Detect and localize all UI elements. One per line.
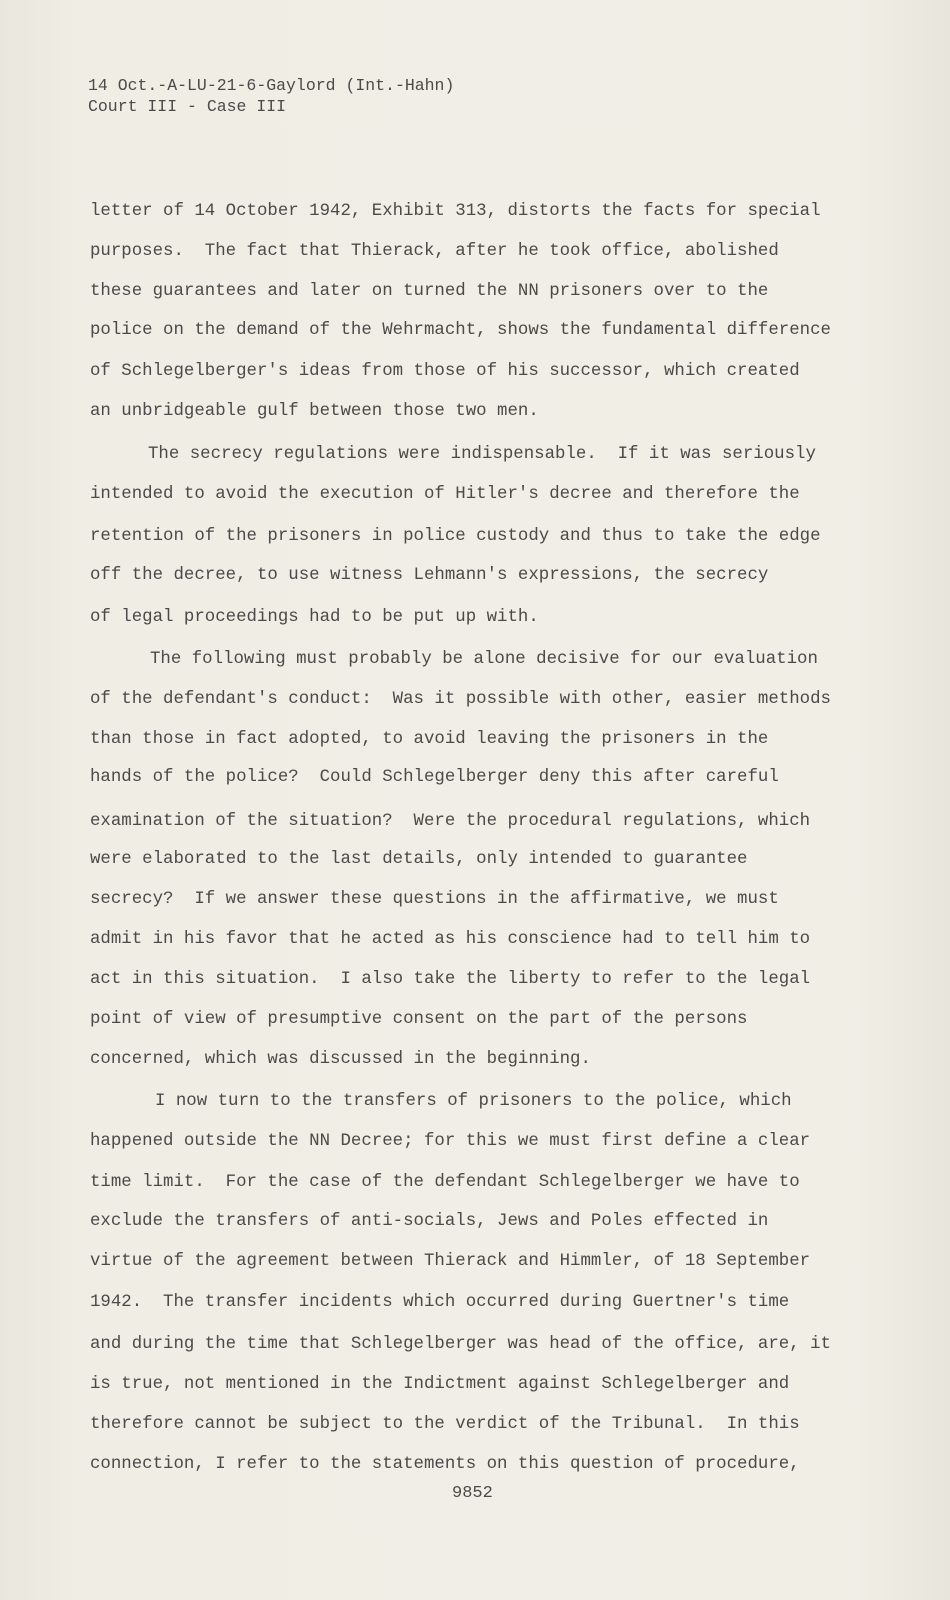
- text-line: secrecy? If we answer these questions in the affirmative, we must: [90, 890, 779, 909]
- text-line: purposes. The fact that Thierack, after he took office, abolished: [90, 242, 779, 261]
- paragraph-start: The following must probably be alone decisive for our evaluation: [150, 650, 818, 669]
- text-line: were elaborated to the last details, only intended to guarantee: [90, 850, 748, 869]
- paragraph-start: I now turn to the transfers of prisoners to the police, which: [155, 1092, 792, 1111]
- text-line: is true, not mentioned in the Indictment against Schlegelberger and: [90, 1375, 790, 1394]
- text-line: of Schlegelberger's ideas from those of his successor, which created: [90, 362, 800, 381]
- text-line: letter of 14 October 1942, Exhibit 313, distorts the facts for special: [90, 202, 821, 221]
- text-line: 1942. The transfer incidents which occurred during Guertner's time: [90, 1293, 790, 1312]
- text-line: examination of the situation? Were the procedural regulations, which: [90, 812, 811, 831]
- text-line: hands of the police? Could Schlegelberger deny this after careful: [90, 768, 779, 787]
- text-line: than those in fact adopted, to avoid leaving the prisoners in the: [90, 730, 769, 749]
- header-line-1: 14 Oct.-A-LU-21-6-Gaylord (Int.-Hahn): [88, 76, 455, 95]
- text-line: virtue of the agreement between Thierack and Himmler, of 18 September: [90, 1252, 811, 1271]
- text-line: happened outside the NN Decree; for this we must first define a clear: [90, 1132, 811, 1151]
- text-line: an unbridgeable gulf between those two men.: [90, 402, 539, 421]
- text-line: off the decree, to use witness Lehmann's expressions, the secrecy: [90, 566, 769, 585]
- text-line: exclude the transfers of anti-socials, Jews and Poles effected in: [90, 1212, 769, 1231]
- text-line: point of view of presumptive consent on the part of the persons: [90, 1010, 748, 1029]
- text-line: and during the time that Schlegelberger was head of the office, are, it: [90, 1335, 831, 1354]
- text-line: act in this situation. I also take the liberty to refer to the legal: [90, 970, 811, 989]
- text-line: intended to avoid the execution of Hitler's decree and therefore the: [90, 485, 800, 504]
- page-number: 9852: [452, 1484, 493, 1503]
- text-line: concerned, which was discussed in the beginning.: [90, 1050, 591, 1069]
- text-line: these guarantees and later on turned the NN prisoners over to the: [90, 282, 769, 301]
- header-line-2: Court III - Case III: [88, 97, 287, 116]
- text-line: of the defendant's conduct: Was it possible with other, easier methods: [90, 690, 831, 709]
- paragraph-start: The secrecy regulations were indispensable. If it was seriously: [148, 445, 816, 464]
- text-line: admit in his favor that he acted as his conscience had to tell him to: [90, 930, 811, 949]
- text-line: retention of the prisoners in police custody and thus to take the edge: [90, 527, 821, 546]
- text-line: of legal proceedings had to be put up with.: [90, 608, 539, 627]
- text-line: time limit. For the case of the defendant Schlegelberger we have to: [90, 1173, 800, 1192]
- text-line: therefore cannot be subject to the verdict of the Tribunal. In this: [90, 1415, 800, 1434]
- text-line: police on the demand of the Wehrmacht, shows the fundamental difference: [90, 321, 831, 340]
- text-line: connection, I refer to the statements on this question of procedure,: [90, 1455, 800, 1474]
